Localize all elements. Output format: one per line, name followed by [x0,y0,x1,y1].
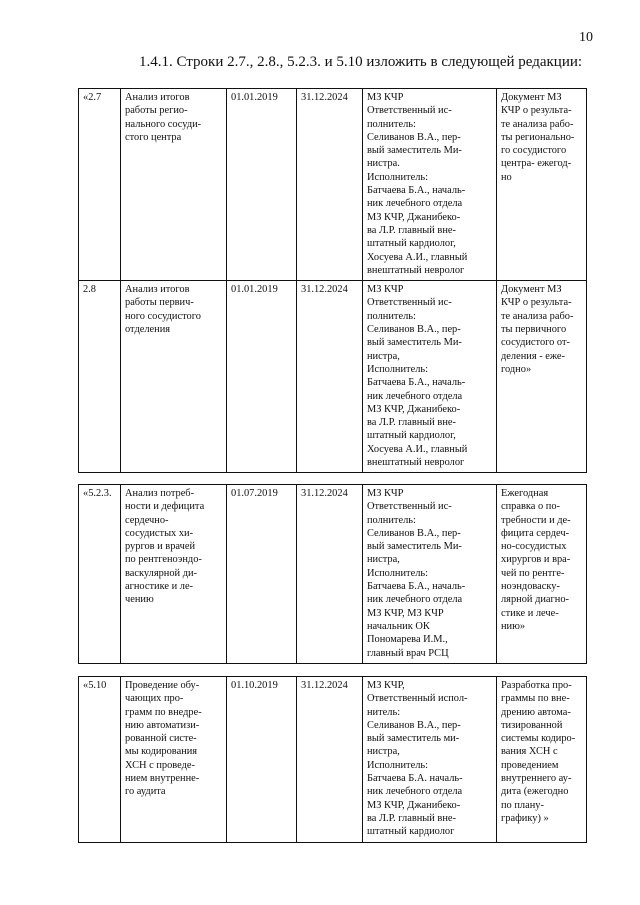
cell-text-line: Анализ итогов [125,92,190,103]
result-cell [497,281,587,473]
cell-text-line: ва Л.Р. главный вне- [367,417,456,429]
cell-text-line: КЧР о результа- [501,297,572,309]
cell-text-line: хирургов и вра- [501,554,571,566]
cell-text-line: Исполнитель: [367,363,429,375]
cell-text-line: МЗ КЧР, МЗ КЧР [367,607,444,619]
cell-text-line: лярной диагно- [501,594,570,606]
cell-text-line: ва Л.Р. главный вне- [367,812,456,824]
cell-text-line: нию» [501,620,526,632]
cell-text-line: Проведение обу- [125,680,200,691]
cell-text-line: Анализ потреб- [125,488,195,499]
cell-text-line: внутреннего ау- [501,773,572,785]
cell-text-line: ХСН с проведе- [125,759,195,771]
cell-text-line: штатный кардиолог [367,826,455,838]
cell-text-line: МЗ КЧР, Джанибеко- [367,211,461,223]
cell-text-line: те анализа рабо- [501,310,574,322]
end-date-cell: 31.12.2024 [297,485,363,664]
start-date-cell: 01.10.2019 [227,677,297,843]
cell-text-line: вый заместитель Ми- [367,145,462,157]
cell-text-line: дита (ежегодно [501,786,569,798]
cell-text-line: МЗ КЧР [367,488,404,499]
cell-text-line: Ответственный ис- [367,501,452,513]
table-row [79,89,587,281]
cell-text-line: системы кодиро- [501,733,576,745]
cell-text-line: МЗ КЧР, Джанибеко- [367,403,461,415]
cell-text-line: Батчаева Б.А., началь- [367,377,466,389]
cell-text-line: КЧР о результа- [501,105,572,117]
cell-text-line: Ответственный ис- [367,105,452,117]
cell-text-line: Батчаева Б.А., началь- [367,581,466,593]
cell-text-line: ты регионально- [501,131,575,143]
cell-text-line: стике и лече- [501,607,559,619]
cell-text-line: ва Л.Р. главный вне- [367,224,456,236]
executor-cell [363,281,497,473]
section-heading: 1.4.1. Строки 2.7., 2.8., 5.2.3. и 5.10 изложить в следующей редакции: [139,54,583,70]
cell-text-line: чению [125,594,154,606]
end-date-cell: 31.12.2024 [297,677,363,843]
cell-text-line: Документ МЗ [501,284,562,296]
cell-text-line: по плану- [501,799,544,811]
end-date-cell: 31.12.2024 [297,89,363,281]
row-number-cell: «5.2.3. [79,485,121,664]
cell-text-line: Хосуева А.И., главный [367,251,468,263]
page-number: 10 [579,30,593,45]
cell-text-line: МЗ КЧР, [367,680,405,691]
cell-text-line: вый заместитель Ми- [367,337,462,349]
plan-table-row-5-2-3 [78,484,587,664]
cell-text-line: годно» [501,363,532,375]
cell-text-line: грамм по внедре- [125,706,202,718]
executor-cell [363,485,497,664]
cell-text-line: сосудистых хи- [125,527,194,539]
cell-text-line: стого центра [125,131,182,143]
cell-text-line: нистра, [367,554,400,566]
cell-text-line: полнитель: [367,310,416,322]
table-row [79,677,587,843]
cell-text-line: нием внутренне- [125,773,200,785]
cell-text-line: но [501,171,512,183]
cell-text-line: начальник ОК [367,620,430,632]
cell-text-line: те анализа рабо- [501,118,574,130]
cell-text-line: МЗ КЧР [367,284,404,296]
cell-text-line: ноэндоваску- [501,581,560,593]
cell-text-line: вания ХСН с [501,746,558,758]
cell-text-line: Батчаева Б.А., началь- [367,185,466,197]
cell-text-line: Селиванов В.А., пер- [367,324,461,336]
cell-text-line: ности и дефицита [125,501,205,513]
cell-text-line: нального сосуди- [125,118,202,130]
cell-text-line: фицита сердеч- [501,527,570,539]
cell-text-line: Исполнитель: [367,171,429,183]
cell-text-line: нистра. [367,158,400,170]
cell-text-line: го сосудистого [501,145,567,157]
cell-text-line: нитель: [367,706,401,718]
cell-text-line: агностике и ле- [125,581,194,593]
executor-cell [363,89,497,281]
cell-text-line: нию автоматизи- [125,719,200,731]
cell-text-line: Исполнитель: [367,567,429,579]
cell-text-line: граммы по вне- [501,693,570,705]
activity-name-cell [121,677,227,843]
row-number-cell: «5.10 [79,677,121,843]
cell-text-line: чающих про- [125,693,184,705]
cell-text-line: Ответственный ис- [367,297,452,309]
table-row [79,281,587,473]
cell-text-line: сердечно- [125,514,169,526]
cell-text-line: графику) » [501,812,549,824]
cell-text-line: полнитель: [367,514,416,526]
cell-text-line: МЗ КЧР, Джанибеко- [367,799,461,811]
row-number-cell: 2.8 [79,281,121,473]
cell-text-line: центра- ежегод- [501,158,572,170]
cell-text-line: работы регио- [125,105,188,117]
cell-text-line: Ответственный испол- [367,693,468,705]
result-cell [497,677,587,843]
cell-text-line: васкулярной ди- [125,567,198,579]
activity-name-cell [121,89,227,281]
cell-text-line: дрению автома- [501,706,571,718]
table-row [79,485,587,664]
cell-text-line: штатный кардиолог, [367,430,456,442]
cell-text-line: ник лечебного отдела [367,390,463,402]
cell-text-line: Исполнитель: [367,759,429,771]
cell-text-line: Селиванов В.А., пер- [367,719,461,731]
cell-text-line: вый заместитель Ми- [367,541,462,553]
cell-text-line: тизированной [501,719,563,731]
cell-text-line: Документ МЗ [501,92,562,103]
cell-text-line: ного сосудистого [125,310,201,322]
activity-name-cell [121,281,227,473]
cell-text-line: Хосуева А.И., главный [367,443,468,455]
start-date-cell: 01.01.2019 [227,281,297,473]
result-cell [497,485,587,664]
cell-text-line: полнитель: [367,118,416,130]
cell-text-line: главный врач РСЦ [367,647,449,659]
cell-text-line: рованной систе- [125,733,197,745]
cell-text-line: нистра, [367,350,400,362]
executor-cell [363,677,497,843]
cell-text-line: нистра, [367,746,400,758]
cell-text-line: Пономарева И.М., [367,634,448,646]
cell-text-line: Анализ итогов [125,284,190,296]
cell-text-line: Разработка про- [501,680,572,691]
cell-text-line: Батчаева Б.А. началь- [367,773,463,785]
cell-text-line: ник лечебного отдела [367,594,463,606]
cell-text-line: ник лечебного отдела [367,786,463,798]
cell-text-line: ник лечебного отдела [367,198,463,210]
cell-text-line: Селиванов В.А., пер- [367,527,461,539]
activity-name-cell [121,485,227,664]
cell-text-line: мы кодирования [125,746,198,758]
plan-table-rows-2-7-2-8 [78,88,587,473]
cell-text-line: требности и де- [501,514,571,526]
end-date-cell: 31.12.2024 [297,281,363,473]
cell-text-line: по рентгеноэндо- [125,554,202,566]
cell-text-line: ты первичного [501,324,567,336]
plan-table-row-5-10 [78,676,587,843]
cell-text-line: го аудита [125,786,166,798]
row-number-cell: «2.7 [79,89,121,281]
cell-text-line: Селиванов В.А., пер- [367,131,461,143]
cell-text-line: проведением [501,759,559,771]
cell-text-line: но-сосудистых [501,541,567,553]
cell-text-line: деления - еже- [501,350,565,362]
cell-text-line: сосудистого от- [501,337,570,349]
cell-text-line: внештатный невролог [367,264,465,276]
start-date-cell: 01.01.2019 [227,89,297,281]
cell-text-line: отделения [125,324,171,336]
cell-text-line: чей по рентге- [501,567,565,579]
cell-text-line: работы первич- [125,297,194,309]
cell-text-line: Ежегодная [501,488,549,499]
cell-text-line: справка о по- [501,501,560,513]
start-date-cell: 01.07.2019 [227,485,297,664]
result-cell [497,89,587,281]
cell-text-line: внештатный невролог [367,457,465,469]
cell-text-line: МЗ КЧР [367,92,404,103]
cell-text-line: рургов и врачей [125,541,196,553]
cell-text-line: штатный кардиолог, [367,238,456,250]
cell-text-line: вый заместитель ми- [367,733,460,745]
